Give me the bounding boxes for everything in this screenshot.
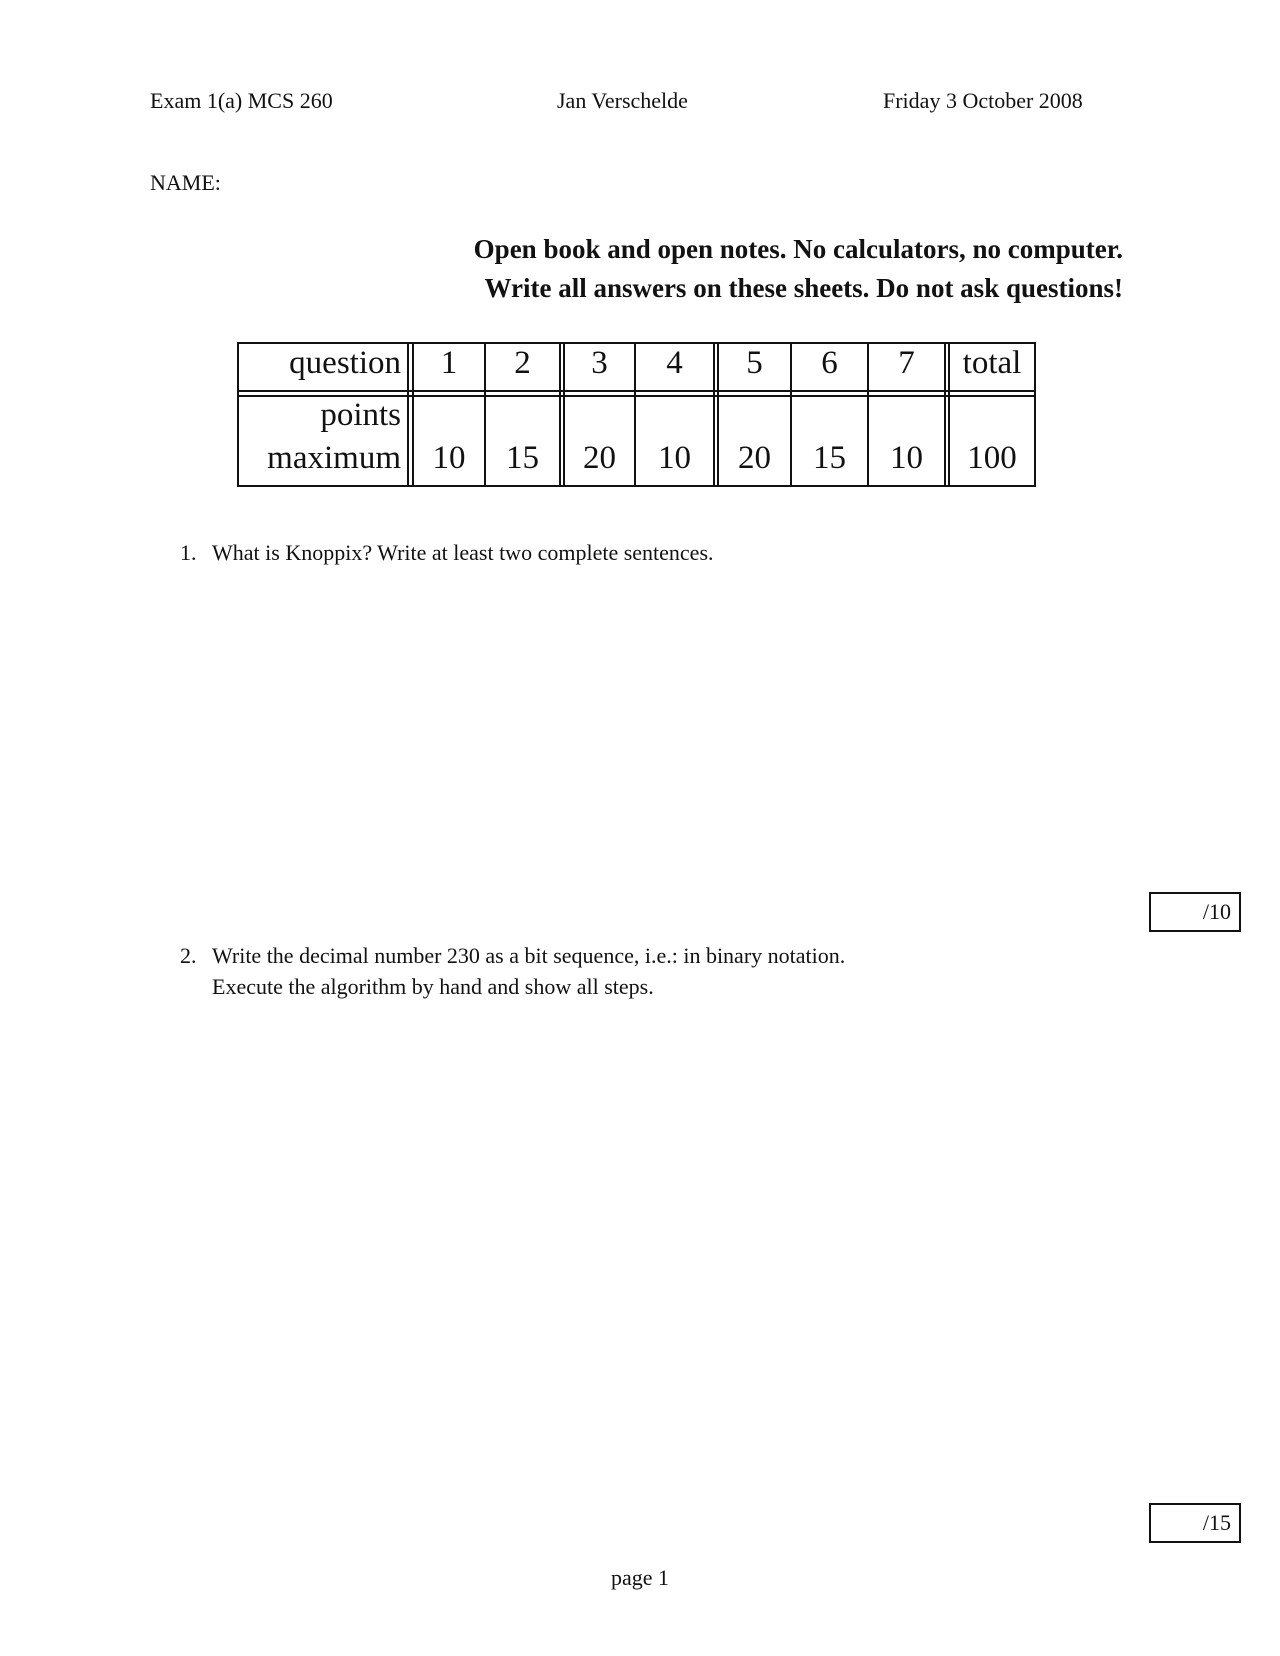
row-label-points: points [320, 397, 401, 433]
score-table [237, 342, 1036, 487]
question-number: 4 [666, 345, 683, 381]
points-cell [486, 399, 559, 435]
question-1-number: 1. [180, 540, 197, 565]
name-field-label: NAME: [150, 170, 221, 195]
points-cell [414, 399, 484, 435]
page-number: page 1 [610, 1565, 670, 1590]
question-2-number: 2. [180, 943, 197, 968]
instructor-name: Jan Verschelde [557, 88, 688, 113]
question-number: 2 [514, 345, 531, 381]
maximum-value: 10 [658, 440, 691, 476]
maximum-value: 10 [890, 440, 923, 476]
question-1-score-box: /10 [1149, 892, 1241, 932]
maximum-value: 15 [506, 440, 539, 476]
points-cell [636, 399, 713, 435]
maximum-value: 20 [583, 440, 616, 476]
question-number: 6 [821, 345, 838, 381]
instructions-line-2: Write all answers on these sheets. Do not ask questions! [484, 273, 1123, 303]
points-cell [869, 399, 944, 435]
question-number: 3 [591, 345, 608, 381]
question-1-text: What is Knoppix? Write at least two complete sentences. [212, 540, 714, 565]
instructions-line-1: Open book and open notes. No calculators, no computer. [473, 234, 1123, 264]
exam-date: Friday 3 October 2008 [883, 88, 1083, 113]
maximum-value: 20 [738, 440, 771, 476]
points-cell [792, 399, 867, 435]
question-2-text-line-1: Write the decimal number 230 as a bit sequence, i.e.: in binary notation. [212, 943, 846, 968]
row-label-maximum: maximum [267, 440, 401, 476]
exam-title: Exam 1(a) MCS 260 [150, 88, 333, 113]
points-cell [719, 399, 790, 435]
question-number: 1 [440, 345, 458, 381]
question-2-text-line-2: Execute the algorithm by hand and show all steps. [212, 974, 654, 999]
maximum-value: 15 [813, 440, 846, 476]
points-total-cell [950, 399, 1034, 435]
question-2-score-box: /15 [1149, 1503, 1241, 1543]
question-number: 5 [746, 345, 763, 381]
question-number: 7 [898, 345, 915, 381]
points-cell [565, 399, 634, 435]
maximum-value: 10 [432, 440, 466, 476]
row-label-question: question [289, 345, 401, 381]
maximum-total-value: 100 [967, 440, 1017, 476]
question-total-header: total [962, 345, 1022, 381]
